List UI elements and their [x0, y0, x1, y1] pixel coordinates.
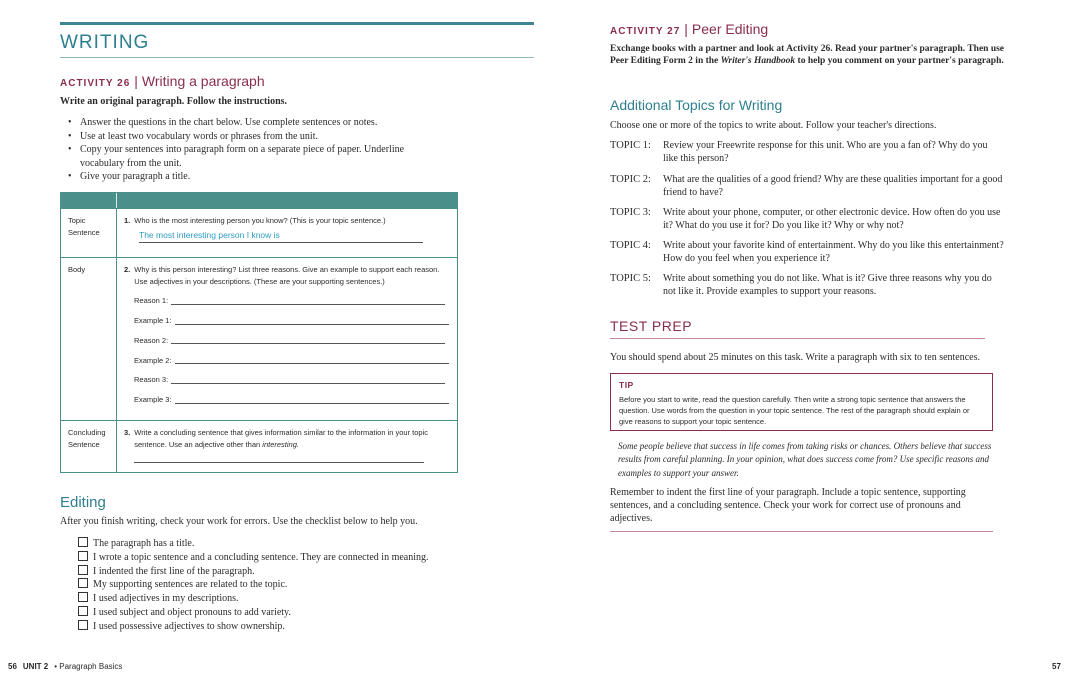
checklist-text: My supporting sentences are related to the topic.: [93, 579, 288, 591]
row-label-topic: Topic Sentence: [68, 216, 100, 237]
row-body-body: [124, 264, 454, 406]
checklist-text: The paragraph has a title.: [93, 538, 195, 549]
editing-instruction: After you finish writing, check your work for errors. Use the checklist below to help you.: [60, 516, 418, 527]
line-label: Example 1:: [134, 316, 172, 326]
topic-text: What are the qualities of a good friend? Why are these qualities important for a good friend to have?: [663, 174, 1003, 199]
checklist-item: [78, 592, 429, 606]
checklist-text: I wrote a topic sentence and a concluding sentence. They are connected in meaning.: [93, 551, 429, 563]
topic-item: [610, 139, 1005, 166]
checklist-text: I used adjectives in my descriptions.: [93, 593, 239, 605]
answer-line[interactable]: [134, 346, 454, 366]
test-prep-rule: [610, 338, 985, 339]
footer-left: [8, 662, 122, 671]
topic-sample-answer[interactable]: The most interesting person I know is: [139, 230, 423, 244]
checkbox[interactable]: [78, 592, 88, 602]
concluding-question: Write a concluding sentence that gives information similar to the information in your topic sentence. Use an adjective other than: [134, 428, 429, 449]
test-reminder: Remember to indent the first line of your paragraph. Include a topic sentence, supporting sentences, and a concluding sentence. Check your work for correct use of pronouns and adjectives.: [610, 487, 966, 525]
checklist-item: [78, 578, 429, 592]
line-label: Reason 2:: [134, 335, 169, 345]
bottom-rule: [610, 531, 993, 532]
footer-unit: UNIT 2: [22, 662, 49, 671]
activity-27-title: Peer Editing: [691, 21, 769, 37]
checkbox[interactable]: [78, 620, 88, 630]
chart-row-topic: [61, 208, 457, 257]
line-label: Reason 3:: [134, 375, 169, 385]
activity-26-heading: ACTIVITY 26 | Writing a paragraph: [60, 73, 265, 89]
test-prep-heading: TEST PREP: [610, 318, 693, 334]
topic-label: TOPIC 1:: [610, 140, 651, 151]
checkbox[interactable]: [78, 537, 88, 547]
additional-topics-heading: Additional Topics for Writing: [610, 97, 783, 113]
checkbox[interactable]: [78, 551, 88, 561]
checklist-item: [78, 565, 429, 579]
test-prep-instruction: You should spend about 25 minutes on this task. Write a paragraph with six to ten sentences.: [610, 352, 981, 363]
topic-label: TOPIC 4:: [610, 240, 651, 251]
answer-line[interactable]: [134, 386, 454, 406]
topic-text: Write about something you do not like. What is it? Give three reasons why you do not like it. Provide examples to support your reasons.: [663, 273, 992, 298]
activity-26-instruction: Write an original paragraph. Follow the instructions.: [60, 96, 288, 107]
page-number-right: 57: [1052, 662, 1061, 671]
top-rule: [60, 22, 534, 25]
row-label-body: Body: [68, 265, 86, 274]
checklist-text: I indented the first line of the paragraph.: [93, 565, 255, 577]
question-number: 2.: [124, 265, 131, 274]
question-number: 3.: [124, 428, 131, 437]
activity-27-instruction: [610, 43, 1005, 68]
line-label: Reason 1:: [134, 296, 169, 306]
topic-item: [610, 239, 1005, 266]
line-label: Example 2:: [134, 355, 172, 365]
line-label: Example 3:: [134, 395, 172, 405]
answer-line[interactable]: [134, 366, 454, 386]
body-question: Why is this person interesting? List three reasons. Give an example to support each reason. Use adjectives in your descriptions. (These are your supporting sentences.): [134, 265, 440, 286]
answer-line[interactable]: [134, 327, 454, 347]
page-number-left: 56: [8, 662, 17, 671]
bullet-item: • Give your paragraph a title.: [68, 170, 438, 184]
bullet-item: • Answer the questions in the chart below. Use complete sentences or notes.: [68, 116, 438, 130]
checklist-item: [78, 551, 429, 565]
question-number: 1.: [124, 216, 131, 225]
checklist-item: [78, 606, 429, 620]
row-body-concluding: [124, 427, 454, 463]
answer-line[interactable]: [134, 287, 454, 307]
activity-27-heading: ACTIVITY 27 | Peer Editing: [610, 21, 769, 37]
checklist-item: [78, 537, 429, 551]
test-prompt: Some people believe that success in life comes from taking risks or chances. Others believe that success results from careful planning. In your opinion, what does success come from? Use specific reasons and examples to support your answer.: [618, 441, 992, 478]
bullet-item: • Copy your sentences into paragraph form on a separate piece of paper. Underline vocabulary from the unit.: [68, 143, 438, 170]
topic-question: Who is the most interesting person you know? (This is your topic sentence.): [134, 216, 386, 225]
row-label-concluding: Concluding Sentence: [68, 428, 106, 449]
row-body-topic: [124, 215, 454, 243]
activity-26-bullets: [68, 116, 438, 184]
checkbox[interactable]: [78, 565, 88, 575]
concluding-question-italic: interesting.: [262, 439, 299, 449]
topic-label: TOPIC 3:: [610, 207, 651, 218]
topic-item: [610, 272, 1005, 299]
chart-header: [61, 193, 457, 208]
activity-26-title: Writing a paragraph: [141, 73, 265, 89]
answer-line[interactable]: [134, 307, 454, 327]
checklist-text: I used subject and object pronouns to add variety.: [93, 606, 291, 618]
activity-27-label: ACTIVITY 27: [610, 26, 681, 37]
topic-label: TOPIC 2:: [610, 174, 651, 185]
activity-26-label: ACTIVITY 26: [60, 78, 131, 89]
tip-label: TIP: [619, 380, 634, 390]
topic-item: [610, 173, 1005, 200]
topic-item: [610, 206, 1005, 233]
checkbox[interactable]: [78, 578, 88, 588]
topic-text: Write about your favorite kind of entertainment. Why do you like this entertainment? How do you feel when you experience it?: [663, 240, 1004, 265]
topic-label: TOPIC 5:: [610, 273, 651, 284]
paragraph-chart: [60, 192, 458, 473]
writers-handbook-ref: Writer's Handbook: [720, 56, 796, 67]
tip-box: [610, 373, 993, 431]
checkbox[interactable]: [78, 606, 88, 616]
checklist-item: [78, 620, 429, 634]
editing-checklist: [78, 537, 429, 634]
tip-text: Before you start to write, read the question carefully. Then write a strong topic sentence that answers the question. Use words from the question in your topic sentence. The rest of the paragraph should explain or give reasons to support your topic sentence.: [619, 395, 970, 426]
editing-heading: Editing: [60, 494, 106, 511]
bullet-item: • Use at least two vocabulary words or phrases from the unit.: [68, 130, 438, 144]
topic-text: Review your Freewrite response for this unit. Who are you a fan of? Why do you like this person?: [663, 140, 988, 165]
activity-27-text-b: to help you comment on your partner's paragraph.: [797, 56, 1004, 67]
answer-line[interactable]: [134, 462, 424, 463]
footer-unit-title: • Paragraph Basics: [54, 662, 123, 671]
additional-topics-instruction: Choose one or more of the topics to write about. Follow your teacher's directions.: [610, 120, 937, 131]
section-title-writing: WRITING: [60, 32, 150, 53]
section-rule: [60, 57, 534, 58]
activity-27-text-a: Exchange books with a partner and look at Activity 26. Read your partner's paragraph. Then use Peer Editing Form 2 in the: [610, 44, 1005, 67]
chart-row-body: [61, 257, 457, 420]
topic-text: Write about your phone, computer, or other electronic device. How often do you use it? What do you use it for? Do you like it? Why or why not?: [663, 207, 1001, 232]
chart-row-concluding: [61, 420, 457, 472]
checklist-text: I used possessive adjectives to show ownership.: [93, 620, 285, 632]
